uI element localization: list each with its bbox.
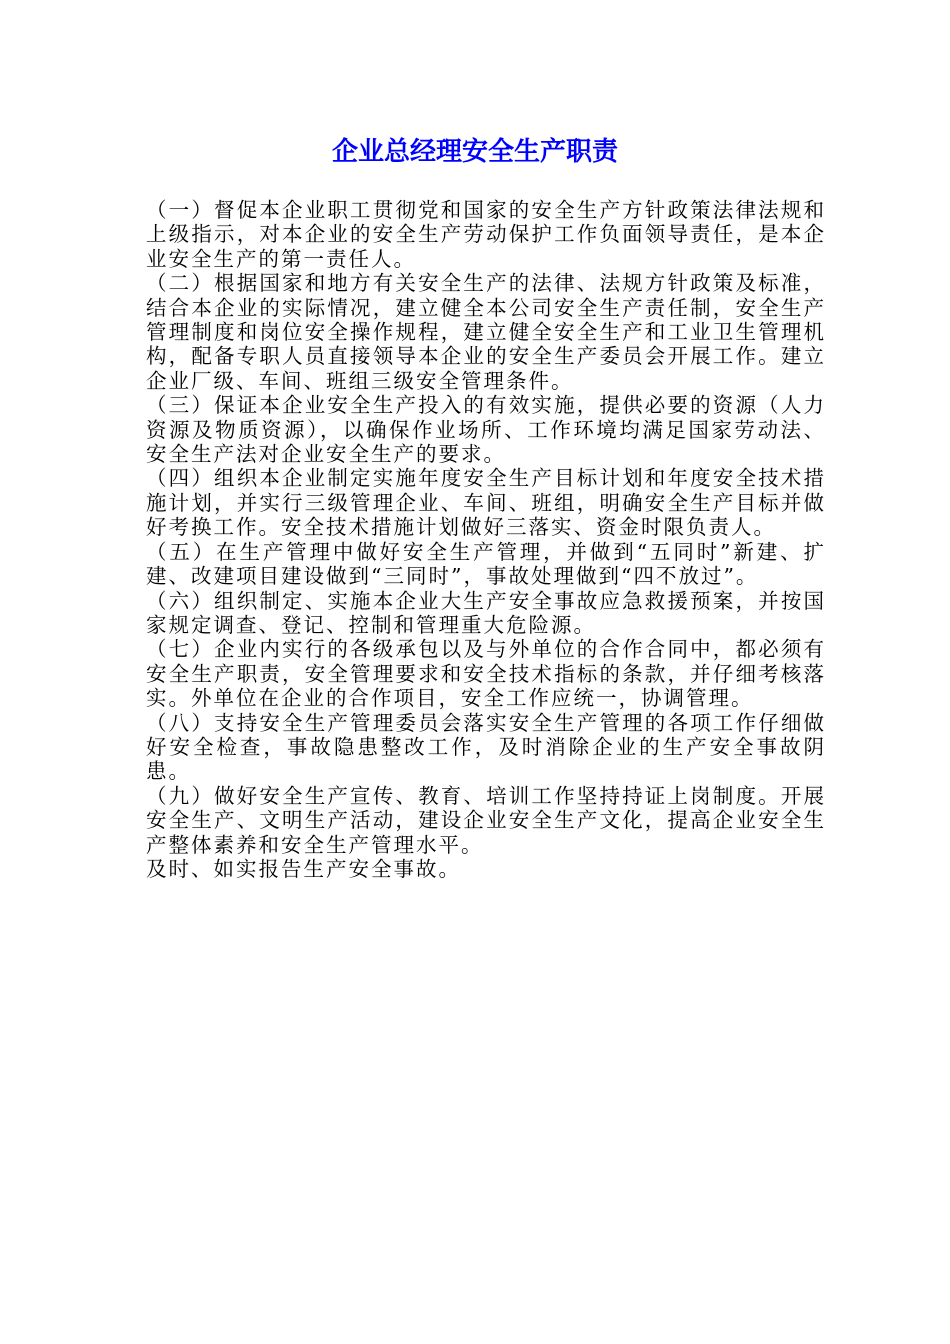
paragraph-4: （四）组织本企业制定实施年度安全生产目标计划和年度安全技术措施计划，并实行三级管理企业、车间、班组，明确安全生产目标并做好考换工作。安全技术措施计划做好三落实、资金时限负责人。 [146, 466, 826, 540]
paragraph-10: 及时、如实报告生产安全事故。 [146, 856, 461, 881]
paragraph-8: （八）支持安全生产管理委员会落实安全生产管理的各项工作仔细做好安全检查，事故隐患整改工作，及时消除企业的生产安全事故阴患。 [146, 710, 826, 784]
paragraph-5: （五）在生产管理中做好安全生产管理，并做到“五同时”新建、扩建、改建项目建设做到“三同时”，事故处理做到“四不放过”。 [146, 539, 826, 589]
paragraph-2: （二）根据国家和地方有关安全生产的法律、法规方针政策及标准，结合本企业的实际情况，建立健全本公司安全生产责任制，安全生产管理制度和岗位安全操作规程，建立健全安全生产和工业卫生管理机构，配备专职人员直接领导本企业的安全生产委员会开展工作。建立企业厂级、车间、班组三级安全管理条件。 [146, 271, 826, 393]
document-title: 企业总经理安全生产职责 [331, 137, 618, 167]
paragraph-7: （七）企业内实行的各级承包以及与外单位的合作合同中，都必须有安全生产职责，安全管理要求和安全技术指标的条款，并仔细考核落实。外单位在企业的合作项目，安全工作应统一，协调管理。 [146, 637, 826, 711]
paragraph-1: （一）督促本企业职工贯彻党和国家的安全生产方针政策法律法规和上级指示，对本企业的安全生产劳动保护工作负面领导责任，是本企业安全生产的第一责任人。 [146, 198, 826, 271]
document-body [146, 198, 826, 881]
paragraph-9: （九）做好安全生产宣传、教育、培训工作坚持持证上岗制度。开展安全生产、文明生产活动，建设企业安全生产文化，提高企业安全生产整体素养和安全生产管理水平。 [146, 783, 826, 857]
paragraph-3: （三）保证本企业安全生产投入的有效实施，提供必要的资源（人力资源及物质资源），以确保作业场所、工作环境均满足国家劳动法、安全生产法对企业安全生产的要求。 [146, 393, 826, 467]
paragraph-6: （六）组织制定、实施本企业大生产安全事故应急救援预案，并按国家规定调查、登记、控制和管理重大危险源。 [146, 588, 826, 637]
